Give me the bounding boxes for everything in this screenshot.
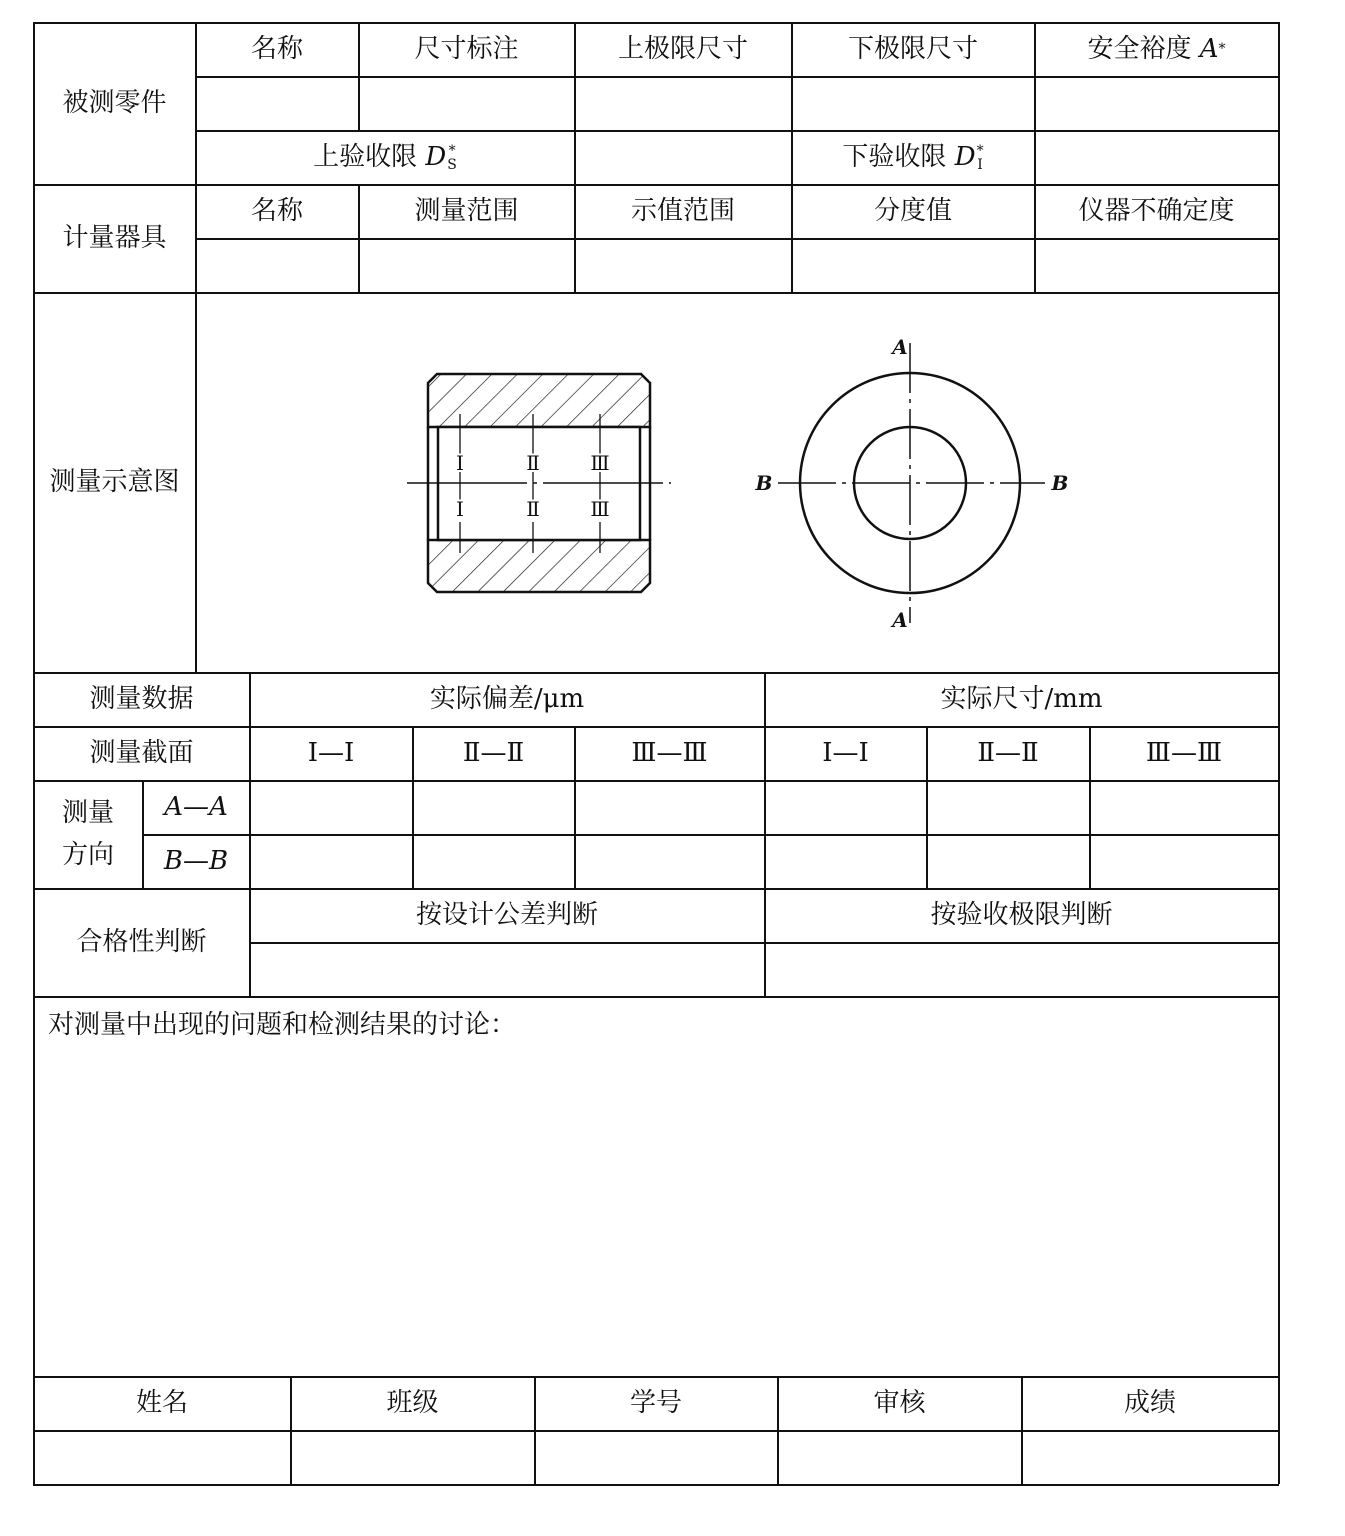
section-mark-2-top: Ⅱ (526, 451, 540, 475)
rule (1278, 22, 1280, 1484)
direction-a-bottom: A (892, 608, 908, 632)
footer-name: 姓名 (135, 1387, 188, 1418)
dev-section-3: Ⅲ—Ⅲ (631, 737, 708, 768)
direction-a-a: A—A (164, 791, 228, 822)
section-mark-1-bottom: Ⅰ (456, 497, 464, 521)
instrument-header-uncertainty: 仪器不确定度 (1078, 195, 1235, 226)
part-header-safety-margin (1035, 23, 1278, 76)
bushing-end-view (755, 335, 1069, 632)
instrument-header-range: 测量范围 (414, 195, 519, 226)
acceptance-limit-judgement: 按验收极限判断 (930, 899, 1113, 930)
rule (33, 1484, 1279, 1486)
diagram-label: 测量示意图 (49, 466, 180, 497)
footer-class: 班级 (386, 1387, 439, 1418)
rule (33, 1430, 1279, 1432)
part-header-upper-limit: 上极限尺寸 (617, 33, 748, 64)
safety-margin-star: * (1218, 41, 1226, 58)
footer-student-id: 学号 (629, 1387, 682, 1418)
safety-margin-label: 安全裕度 (1087, 33, 1192, 64)
lower-acceptance-label: 下验收限 (842, 141, 947, 172)
section-label: 测量截面 (89, 737, 194, 768)
lower-acceptance-symbol: D (954, 141, 976, 172)
upper-acceptance-sub: S (447, 156, 457, 173)
hatched-wall-bottom (428, 540, 650, 592)
footer-review: 审核 (873, 1387, 926, 1418)
size-section-2: Ⅱ—Ⅱ (977, 737, 1039, 768)
lower-acceptance-limit (792, 131, 1034, 184)
upper-acceptance-symbol: D (425, 141, 447, 172)
upper-acceptance-label: 上验收限 (313, 141, 418, 172)
part-label: 被测零件 (62, 87, 167, 118)
dev-section-1: Ⅰ—Ⅰ (307, 737, 355, 768)
data-label: 测量数据 (89, 683, 194, 714)
section-mark-3-bottom: Ⅲ (590, 497, 610, 521)
direction-label-line-2: 方向 (61, 839, 114, 870)
direction-b-left: B (755, 471, 773, 495)
size-section-1: Ⅰ—Ⅰ (822, 737, 869, 768)
section-mark-2-bottom: Ⅱ (526, 497, 540, 521)
hatched-wall-top (428, 374, 650, 427)
measurement-diagram (196, 293, 1278, 672)
instrument-header-division: 分度值 (873, 195, 952, 226)
lower-acceptance-star: * (976, 142, 984, 159)
design-tolerance-judgement: 按设计公差判断 (415, 899, 598, 930)
upper-acceptance-star: * (448, 142, 456, 159)
size-header: 实际尺寸/mm (940, 683, 1103, 714)
instrument-label: 计量器具 (62, 222, 167, 253)
direction-b-right: B (1051, 471, 1069, 495)
lower-acceptance-sub: I (977, 156, 983, 173)
judgement-label: 合格性判断 (76, 926, 207, 957)
direction-a-top: A (892, 335, 908, 359)
dev-section-2: Ⅱ—Ⅱ (462, 737, 525, 768)
direction-label (34, 781, 142, 888)
deviation-header: 实际偏差/μm (429, 683, 585, 714)
section-mark-1-top: Ⅰ (456, 451, 464, 475)
footer-grade: 成绩 (1123, 1387, 1176, 1418)
rule (142, 834, 1279, 836)
instrument-header-name: 名称 (250, 195, 303, 226)
direction-label-line-1: 测量 (61, 797, 114, 828)
bushing-section-view (407, 374, 671, 592)
upper-acceptance-limit (196, 131, 574, 184)
part-header-lower-limit: 下极限尺寸 (847, 33, 978, 64)
size-section-3: Ⅲ—Ⅲ (1145, 737, 1223, 768)
safety-margin-symbol: A (1199, 33, 1219, 64)
rule (358, 76, 360, 130)
part-header-name: 名称 (250, 33, 303, 64)
direction-b-b: B—B (163, 845, 229, 876)
part-header-dimension: 尺寸标注 (414, 33, 519, 64)
section-mark-3-top: Ⅲ (590, 451, 610, 475)
discussion-label: 对测量中出现的问题和检测结果的讨论： (48, 1010, 517, 1040)
instrument-header-indication-range: 示值范围 (630, 195, 735, 226)
